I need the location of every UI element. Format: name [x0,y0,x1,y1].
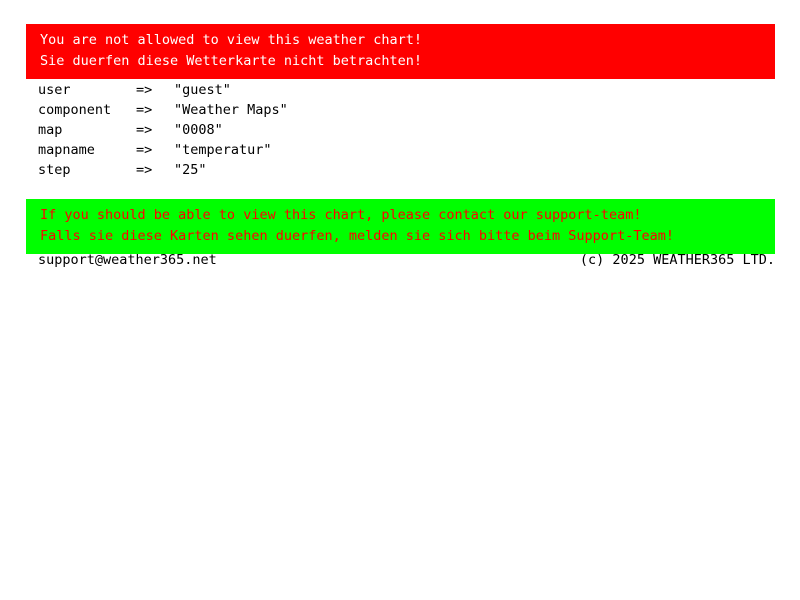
parameter-row [38,160,638,180]
copyright-notice: (c) 2025 WEATHER365 LTD. [579,252,775,268]
parameter-arrow: => [136,102,153,118]
parameter-value: "Weather Maps" [174,102,288,118]
info-banner [26,199,775,254]
parameter-value: "guest" [174,82,231,98]
parameter-list [38,80,638,180]
parameter-value: "0008" [174,122,223,138]
parameter-key: step [38,162,71,178]
parameter-key: map [38,122,63,138]
parameter-arrow: => [136,82,153,98]
info-banner-line-en: If you should be able to view this chart, please contact our support-team! [40,207,642,223]
parameter-key: user [38,82,71,98]
error-banner-line-de: Sie duerfen diese Wetterkarte nicht betrachten! [40,53,423,69]
footer [38,250,775,270]
error-banner [26,24,775,79]
parameter-row [38,80,638,100]
parameter-row [38,100,638,120]
parameter-arrow: => [136,142,153,158]
parameter-arrow: => [136,162,153,178]
parameter-value: "temperatur" [174,142,272,158]
parameter-row [38,140,638,160]
parameter-key: mapname [38,142,95,158]
support-email[interactable]: support@weather365.net [38,252,217,268]
parameter-row [38,120,638,140]
parameter-arrow: => [136,122,153,138]
error-banner-line-en: You are not allowed to view this weather chart! [40,32,423,48]
parameter-value: "25" [174,162,207,178]
info-banner-line-de: Falls sie diese Karten sehen duerfen, melden sie sich bitte beim Support-Team! [40,228,674,244]
parameter-key: component [38,102,112,118]
